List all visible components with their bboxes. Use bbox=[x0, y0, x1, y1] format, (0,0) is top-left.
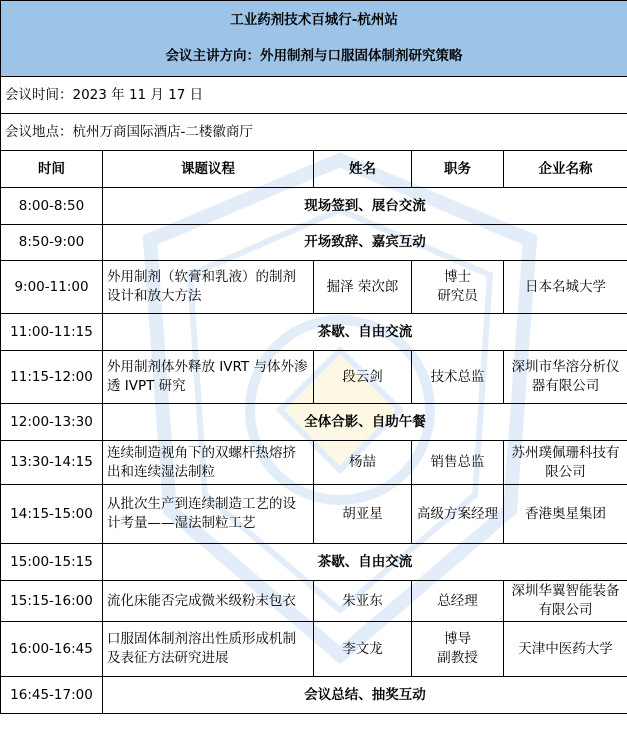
speaker-name: 朱亚东 bbox=[314, 581, 412, 622]
speaker-name: 胡亚星 bbox=[314, 485, 412, 544]
header-cell bbox=[1, 1, 627, 77]
agenda-break-row bbox=[1, 404, 627, 441]
column-header-row bbox=[1, 151, 627, 188]
session-time: 15:15-16:00 bbox=[1, 581, 103, 622]
speaker-company: 深圳市华溶分析仪器有限公司 bbox=[504, 351, 627, 404]
agenda-session-row bbox=[1, 351, 627, 404]
speaker-name: 段云剑 bbox=[314, 351, 412, 404]
session-time: 13:30-14:15 bbox=[1, 441, 103, 485]
session-topic: 流化床能否完成微米级粉末包衣 bbox=[103, 581, 314, 622]
event-title: 工业药剂技术百城行-杭州站 bbox=[230, 12, 398, 28]
meeting-time-row bbox=[1, 77, 627, 114]
speaker-position: 总经理 bbox=[412, 581, 504, 622]
agenda-session-row bbox=[1, 581, 627, 622]
speaker-company: 深圳华翼智能装备有限公司 bbox=[504, 581, 627, 622]
column-header-topic: 课题议程 bbox=[103, 151, 314, 188]
agenda-session-row bbox=[1, 441, 627, 485]
session-time: 12:00-13:30 bbox=[1, 404, 103, 441]
speaker-position: 技术总监 bbox=[412, 351, 504, 404]
agenda-break-row bbox=[1, 677, 627, 714]
speaker-position: 博导 副教授 bbox=[412, 622, 504, 677]
agenda-break-row bbox=[1, 314, 627, 351]
speaker-position: 博士 研究员 bbox=[412, 261, 504, 314]
session-topic: 从批次生产到连续制造工艺的设计考量——湿法制粒工艺 bbox=[103, 485, 314, 544]
break-activity: 全体合影、自助午餐 bbox=[103, 404, 627, 441]
column-header-time: 时间 bbox=[1, 151, 103, 188]
speaker-position: 高级方案经理 bbox=[412, 485, 504, 544]
agenda-session-row bbox=[1, 261, 627, 314]
speaker-position: 销售总监 bbox=[412, 441, 504, 485]
session-time: 14:15-15:00 bbox=[1, 485, 103, 544]
column-header-company: 企业名称 bbox=[504, 151, 627, 188]
break-activity: 会议总结、抽奖互动 bbox=[103, 677, 627, 714]
speaker-company: 日本名城大学 bbox=[504, 261, 627, 314]
agenda-break-row bbox=[1, 188, 627, 225]
header-row bbox=[1, 1, 627, 77]
break-activity: 现场签到、展台交流 bbox=[103, 188, 627, 225]
agenda-session-row bbox=[1, 485, 627, 544]
session-time: 15:00-15:15 bbox=[1, 544, 103, 581]
session-time: 8:50-9:00 bbox=[1, 225, 103, 261]
event-subtitle: 会议主讲方向：外用制剂与口服固体制剂研究策略 bbox=[165, 48, 463, 64]
meeting-venue-row bbox=[1, 114, 627, 151]
session-time: 8:00-8:50 bbox=[1, 188, 103, 225]
session-time: 11:00-11:15 bbox=[1, 314, 103, 351]
session-topic: 连续制造视角下的双螺杆热熔挤出和连续湿法制粒 bbox=[103, 441, 314, 485]
column-header-position: 职务 bbox=[412, 151, 504, 188]
speaker-name: 掘泽 荣次郎 bbox=[314, 261, 412, 314]
session-time: 9:00-11:00 bbox=[1, 261, 103, 314]
session-topic: 外用制剂体外释放 IVRT 与体外渗透 IVPT 研究 bbox=[103, 351, 314, 404]
speaker-name: 李文龙 bbox=[314, 622, 412, 677]
session-topic: 外用制剂（软膏和乳液）的制剂设计和放大方法 bbox=[103, 261, 314, 314]
speaker-company: 香港奥星集团 bbox=[504, 485, 627, 544]
agenda-session-row bbox=[1, 622, 627, 677]
speaker-company: 天津中医药大学 bbox=[504, 622, 627, 677]
agenda-break-row bbox=[1, 225, 627, 261]
speaker-name: 杨喆 bbox=[314, 441, 412, 485]
session-time: 16:00-16:45 bbox=[1, 622, 103, 677]
session-time: 16:45-17:00 bbox=[1, 677, 103, 714]
session-topic: 口服固体制剂溶出性质形成机制及表征方法研究进展 bbox=[103, 622, 314, 677]
meeting-venue: 会议地点：杭州万商国际酒店-二楼徽商厅 bbox=[1, 114, 627, 151]
break-activity: 开场致辞、嘉宾互动 bbox=[103, 225, 627, 261]
speaker-company: 苏州璞佩珊科技有限公司 bbox=[504, 441, 627, 485]
session-time: 11:15-12:00 bbox=[1, 351, 103, 404]
break-activity: 茶歇、自由交流 bbox=[103, 544, 627, 581]
break-activity: 茶歇、自由交流 bbox=[103, 314, 627, 351]
agenda-break-row bbox=[1, 544, 627, 581]
meeting-time: 会议时间：2023 年 11 月 17 日 bbox=[1, 77, 627, 114]
column-header-name: 姓名 bbox=[314, 151, 412, 188]
